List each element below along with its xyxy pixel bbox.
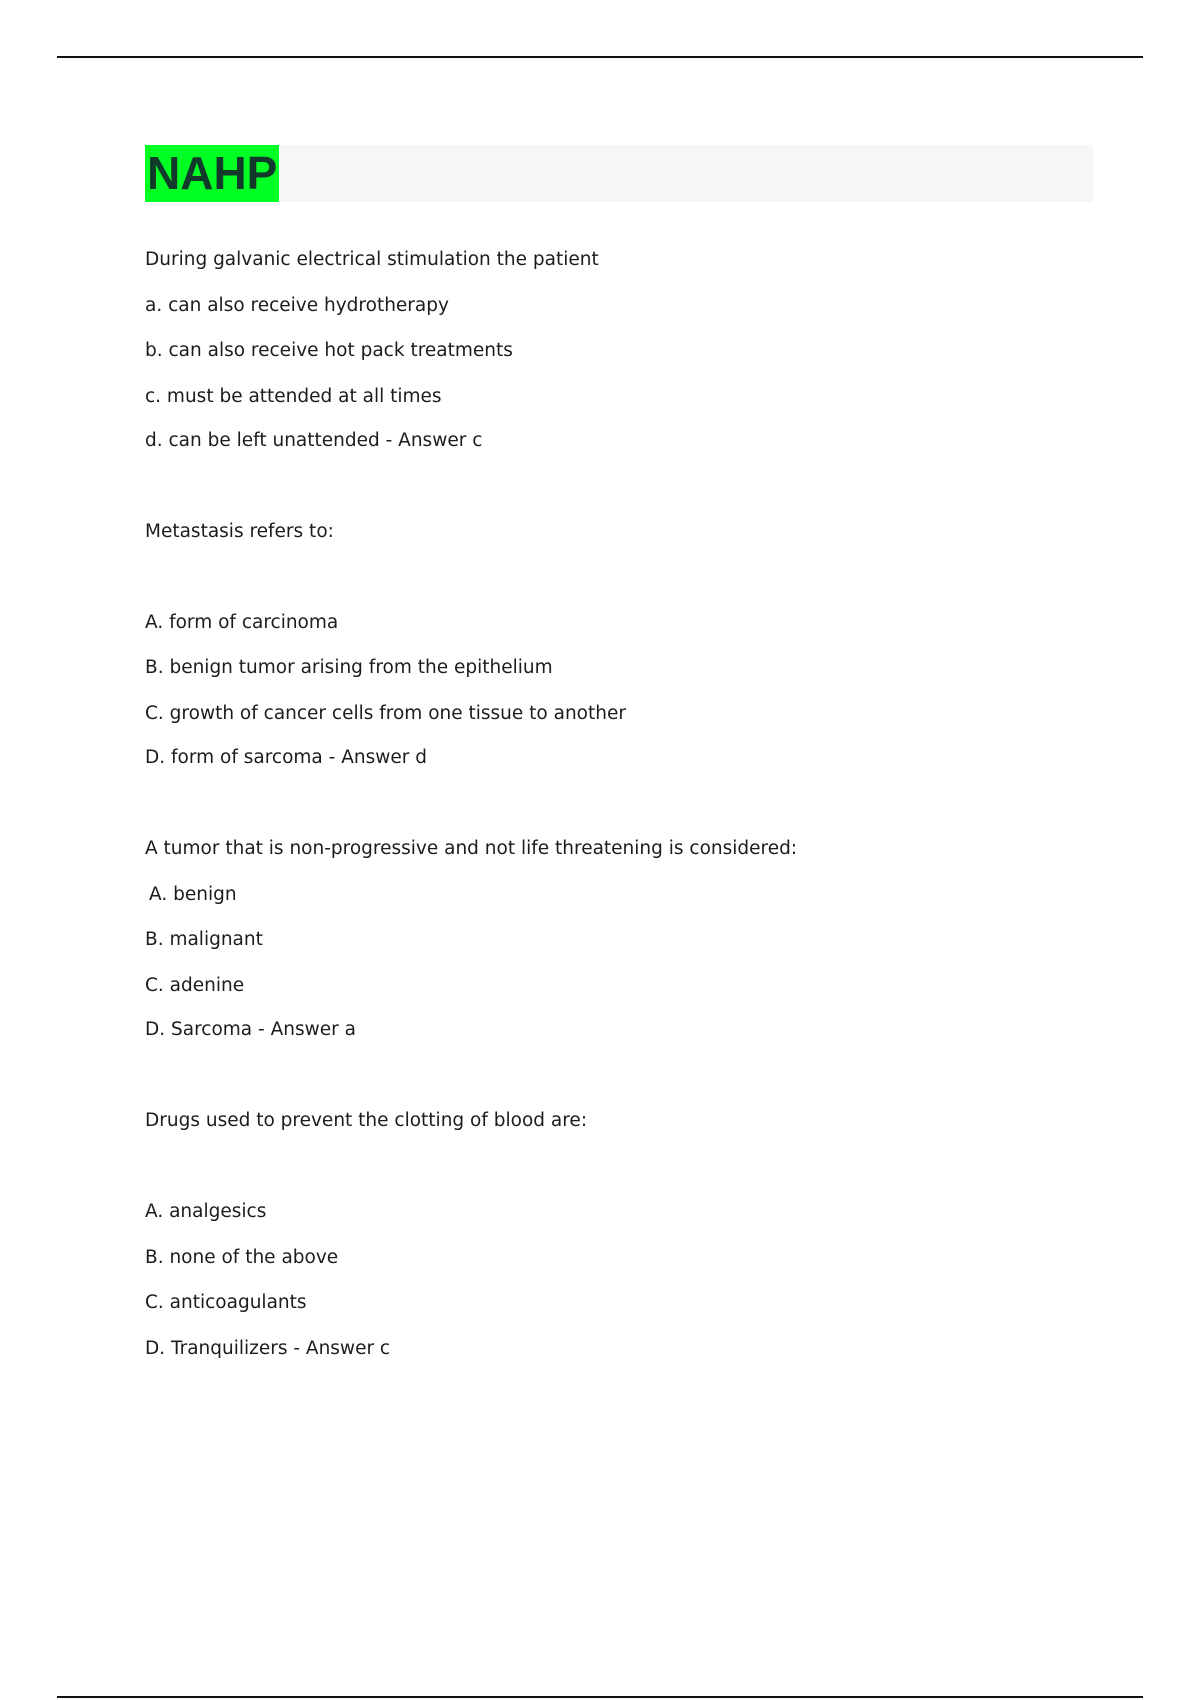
question-4-option-c: C. anticoagulants	[145, 1292, 307, 1313]
question-2-option-a: A. form of carcinoma	[145, 612, 339, 633]
question-1-option-d: d. can be left unattended - Answer c	[145, 430, 483, 451]
title-background	[145, 145, 1093, 202]
question-4-option-b: B. none of the above	[145, 1247, 339, 1268]
question-3-option-c: C. adenine	[145, 975, 245, 996]
question-1-prompt: During galvanic electrical stimulation the patient	[145, 249, 599, 270]
footer-rule	[57, 1696, 1143, 1698]
question-1-option-c: c. must be attended at all times	[145, 386, 442, 407]
question-2-option-d: D. form of sarcoma - Answer d	[145, 747, 427, 768]
document-title: NAHP	[145, 145, 279, 202]
question-1-option-a: a. can also receive hydrotherapy	[145, 295, 449, 316]
question-3-prompt: A tumor that is non-progressive and not life threatening is considered:	[145, 838, 798, 859]
question-3-option-b: B. malignant	[145, 929, 263, 950]
question-2-prompt: Metastasis refers to:	[145, 521, 334, 542]
header-rule	[57, 56, 1143, 58]
question-2-option-b: B. benign tumor arising from the epithelium	[145, 657, 553, 678]
question-3-option-a: A. benign	[149, 884, 237, 905]
question-4-option-d: D. Tranquilizers - Answer c	[145, 1338, 391, 1359]
question-4-prompt: Drugs used to prevent the clotting of blood are:	[145, 1110, 588, 1131]
question-1-option-b: b. can also receive hot pack treatments	[145, 340, 513, 361]
question-4-option-a: A. analgesics	[145, 1201, 267, 1222]
question-3-option-d: D. Sarcoma - Answer a	[145, 1019, 356, 1040]
question-2-option-c: C. growth of cancer cells from one tissue to another	[145, 703, 626, 724]
